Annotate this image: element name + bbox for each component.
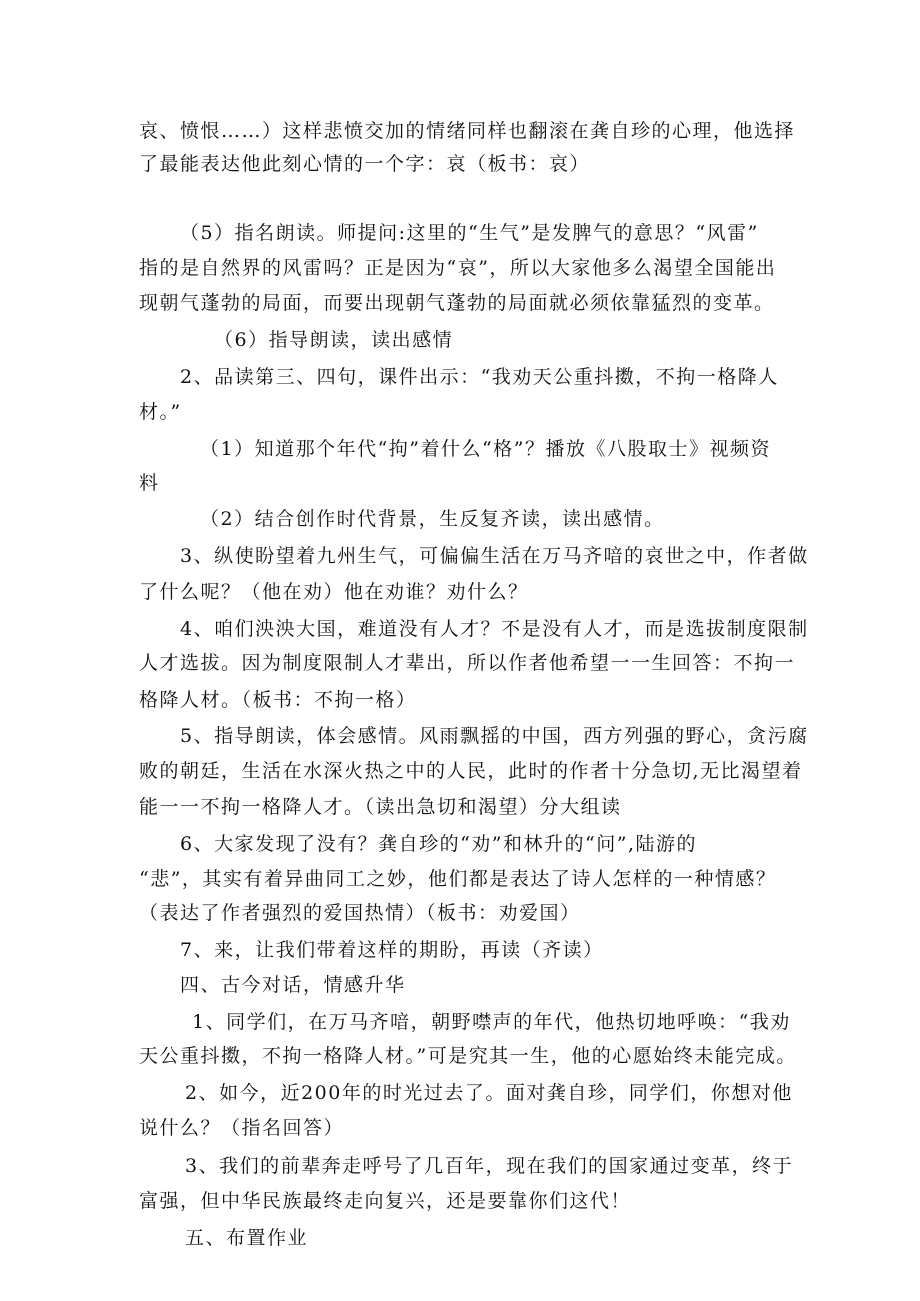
section-heading: 五、布置作业 [185,1227,309,1249]
text-line: 4、咱们泱泱大国，难道没有人才？不是没有人才，而是选拔制度限制 [180,618,809,640]
text-line: 了什么呢？（他在劝）他在劝谁？劝什么？ [139,581,529,603]
text-line: （1）知道那个年代“拘”着什么“格”？播放《八股取士》视频资 [200,438,771,460]
text-line: 7、来，让我们带着这样的期盼，再读（齐读） [180,939,604,961]
text-line: 材。” [139,401,182,423]
text-line: 现朝气蓬勃的局面，而要出现朝气蓬勃的局面就必须依靠猛烈的变革。 [139,292,775,314]
text-line: “悲”，其实有着异曲同工之妙，他们都是表达了诗人怎样的一种情感？ [139,868,777,890]
text-line: 2、品读第三、四句，课件出示：“我劝天公重抖擞，不拘一格降人 [180,366,779,388]
text-line: （6）指导朗读，读出感情 [214,329,454,351]
text-line: （5）指名朗读。师提问:这里的“生气”是发脾气的意思？“风雷” [180,222,759,244]
text-line: 料 [139,472,160,494]
text-line: 5、指导朗读，体会感情。风雨飘摇的中国，西方列强的野心，贪污腐 [180,725,809,747]
text-line: 了最能表达他此刻心情的一个字：哀（板书：哀） [139,153,591,175]
text-line: （表达了作者强烈的爱国热情）（板书：劝爱国） [139,902,581,924]
text-line: 3、纵使盼望着九州生气，可偏偏生活在万马齐喑的哀世之中，作者做 [180,545,809,567]
text-line: 说什么？（指名回答） [139,1117,345,1139]
text-line: 1、同学们，在万马齐喑，朝野噤声的年代，他热切地呼唤：“我劝 [192,1011,791,1033]
text-line: 能一一不拘一格降人才。（读出急切和渴望）分大组读 [139,796,622,818]
section-heading: 四、古今对话，情感升华 [180,974,406,996]
text-line: 指的是自然界的风雷吗？正是因为“哀”，所以大家他多么渴望全国能出 [139,257,777,279]
text-line: 人才选拔。因为制度限制人才辈出，所以作者他希望一一生回答：不拘一 [139,652,796,674]
text-line: 天公重抖擞，不拘一格降人材。”可是究其一生，他的心愿始终未能完成。 [139,1045,797,1067]
text-line: 2、如今，近200年的时光过去了。面对龚自珍，同学们，你想对他 [185,1082,793,1104]
text-line: （2）结合创作时代背景，生反复齐读，读出感情。 [200,508,665,530]
text-line: 3、我们的前辈奔走呼号了几百年，现在我们的国家通过变革，终于 [185,1155,794,1177]
text-line: 6、大家发现了没有？龚自珍的“劝”和林升的“问”,陆游的 [180,833,697,855]
text-line: 格降人材。（板书：不拘一格） [139,689,417,711]
text-line: 富强，但中华民族最终走向复兴，还是要靠你们这代！ [139,1190,632,1212]
text-line: 败的朝廷，生活在水深火热之中的人民，此时的作者十分急切,无比渴望着 [139,760,803,782]
text-line: 哀、愤恨……）这样悲愤交加的情绪同样也翻滚在龚自珍的心理，他选择 [139,120,796,142]
